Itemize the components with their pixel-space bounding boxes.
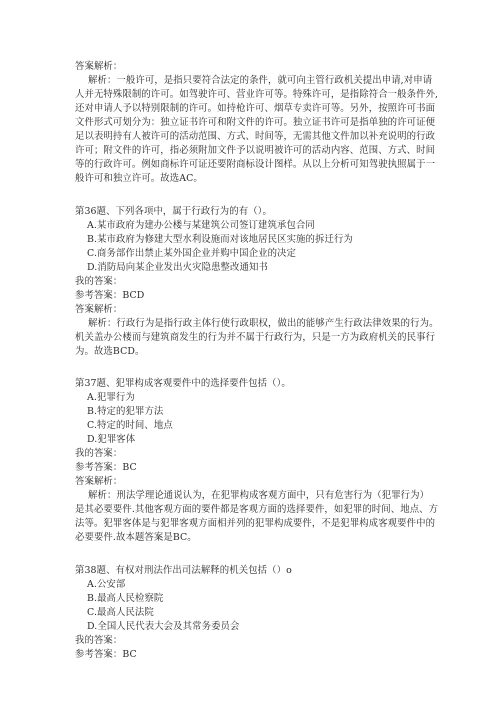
analysis-line: 解析：刑法学理论通说认为，在犯罪构成客观方面中，只有危害行为（犯罪行为） (88, 490, 430, 501)
option-c: C.特定的时间、地点 (87, 420, 173, 431)
my-answer: 我的答案： (75, 448, 123, 459)
analysis-line: 般许可和独立许可。故选AC。 (75, 173, 203, 184)
analysis-label: 答案解析： (75, 476, 123, 487)
analysis-line: 解析：行政行为是指行政主体行使行政职权，做出的能够产生行政法律效果的行为。 (88, 318, 439, 329)
reference-answer: 参考答案：BCD (75, 290, 145, 301)
question-stem: 第36题、下列各项中，属于行政行为的有（）。 (75, 206, 272, 217)
analysis-line: 足以表明持有人被许可的活动范围、方式、时间等，无需其他文件加以补充说明的行政 (75, 131, 436, 142)
option-d: D.犯罪客体 (87, 434, 136, 445)
analysis-line: 人并无特殊限制的许可。如驾驶许可、营业许可等。特殊许可，是指除符合一般条件外, (75, 89, 439, 100)
analysis-label: 答案解析： (75, 304, 123, 315)
analysis-line: 文件形式可划分为：独立证书许可和附文件的许可。独立证书许可是指单独的许可证便 (75, 117, 436, 128)
my-answer: 我的答案： (75, 276, 123, 287)
analysis-line: 法等。犯罪客体是与犯罪客观方面相并列的犯罪构成要件，不是犯罪构成客观要件中的 (75, 518, 436, 529)
option-b: B.最高人民检察院 (87, 593, 164, 604)
option-c: C.最高人民法院 (87, 607, 154, 618)
option-d: D.消防局向某企业发出火灾隐患整改通知书 (87, 262, 268, 273)
analysis-line: 必要要件.故本题答案是BC。 (75, 532, 197, 543)
option-b: B.特定的犯罪方法 (87, 406, 164, 417)
analysis-label: 答案解析： (75, 61, 123, 72)
analysis-line: 许可；附文件的许可，指必须附加文件予以说明被许可的活动内容、范围、方式、时间 (75, 145, 436, 156)
option-a: A.犯罪行为 (87, 392, 135, 403)
analysis-line: 为。故选BCD。 (75, 346, 145, 357)
option-c: C.商务部作出禁止某外国企业并购中国企业的决定 (87, 248, 296, 259)
option-d: D.全国人民代表大会及其常务委员会 (87, 621, 240, 632)
analysis-line: 是其必要要件.其他客观方面的要件都是客观方面的选择要件，如犯罪的时间、地点、方 (75, 504, 439, 515)
analysis-line: 等的行政许可。例如商标许可证还要附商标设计图样。从以上分析可知驾驶执照属于一 (75, 159, 436, 170)
question-stem: 第38题、有权对刑法作出司法解释的机关包括（）o (75, 565, 292, 576)
analysis-line: 机关盖办公楼而与建筑商发生的行为并不属于行政行为，只是一方为政府机关的民事行 (75, 332, 436, 343)
question-stem: 第37题、犯罪构成客观要件中的选择要件包括（）。 (75, 378, 291, 389)
my-answer: 我的答案： (75, 635, 123, 646)
reference-answer: 参考答案：BC (75, 462, 137, 473)
option-b: B.某市政府为修建大型水利设施而对该地居民区实施的拆迁行为 (87, 234, 353, 245)
option-a: A.某市政府为建办公楼与某建筑公司签订建筑承包合同 (87, 220, 315, 231)
option-a: A.公安部 (87, 579, 126, 590)
reference-answer: 参考答案：BC (75, 649, 137, 660)
analysis-line: 还对申请人予以特别限制的许可。如持枪许可、烟草专卖许可等。另外，按照许可书面 (75, 103, 436, 114)
analysis-line: 解析：一般许可，是指只要符合法定的条件，就可向主管行政机关提出申请,对申请 (88, 75, 433, 86)
